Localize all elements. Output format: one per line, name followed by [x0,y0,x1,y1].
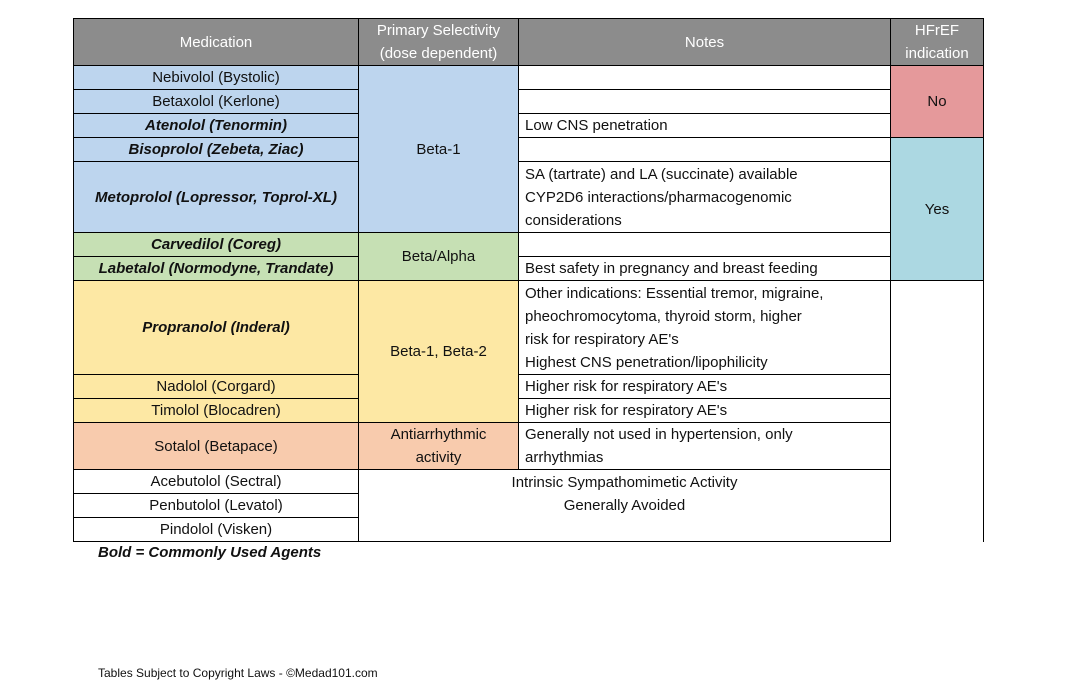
selectivity-beta1: Beta-1 [359,66,519,233]
hfref-no-top: No [891,66,984,138]
medication-cell: Sotalol (Betapace) [74,423,359,470]
medication-cell: Acebutolol (Sectral) [74,470,359,494]
table-row [74,423,984,470]
table-row [74,399,984,423]
notes-cell [519,66,891,90]
medication-cell: Nebivolol (Bystolic) [74,66,359,90]
table-row [74,257,984,281]
legend-note: Bold = Commonly Used Agents [98,544,322,561]
medication-cell: Pindolol (Visken) [74,518,359,542]
notes-cell: SA (tartrate) and LA (succinate) available CYP2D6 interactions/pharmacogenomic considerations [519,162,891,233]
header-notes: Notes [519,19,891,66]
table-row [74,162,984,233]
notes-cell [519,90,891,114]
medication-cell: Propranolol (Inderal) [74,281,359,375]
medication-cell: Betaxolol (Kerlone) [74,90,359,114]
medication-cell: Nadolol (Corgard) [74,375,359,399]
notes-cell: Higher risk for respiratory AE's [519,399,891,423]
hfref-yes: Yes [891,138,984,281]
table-row [74,90,984,114]
isa-cell: Intrinsic Sympathomimetic Activity Generally Avoided [359,470,891,542]
table-row [74,138,984,162]
medication-cell: Labetalol (Normodyne, Trandate) [74,257,359,281]
selectivity-beta1-beta2: Beta-1, Beta-2 [359,281,519,423]
copyright-footer: Tables Subject to Copyright Laws - ©Medad101.com [98,666,378,680]
table-row [74,66,984,90]
notes-cell: Best safety in pregnancy and breast feeding [519,257,891,281]
medication-cell: Bisoprolol (Zebeta, Ziac) [74,138,359,162]
header-medication: Medication [74,19,359,66]
header-row [74,19,984,66]
table-row [74,375,984,399]
medication-cell: Metoprolol (Lopressor, Toprol-XL) [74,162,359,233]
notes-cell: Generally not used in hypertension, only arrhythmias [519,423,891,470]
notes-cell: Higher risk for respiratory AE's [519,375,891,399]
medication-cell: Penbutolol (Levatol) [74,494,359,518]
medication-cell: Timolol (Blocadren) [74,399,359,423]
notes-cell [519,233,891,257]
medication-cell: Carvedilol (Coreg) [74,233,359,257]
selectivity-antiarrhythmic: Antiarrhythmic activity [359,423,519,470]
notes-cell [519,138,891,162]
table-row [74,281,984,375]
notes-cell: Other indications: Essential tremor, migraine, pheochromocytoma, thyroid storm, higher risk for respiratory AE's Highest CNS penetration/lipophilicity [519,281,891,375]
header-hfref: HFrEF indication [891,19,984,66]
medication-cell: Atenolol (Tenormin) [74,114,359,138]
header-selectivity: Primary Selectivity (dose dependent) [359,19,519,66]
beta-blocker-table [73,18,984,542]
table-row [74,233,984,257]
table-row [74,114,984,138]
selectivity-beta-alpha: Beta/Alpha [359,233,519,281]
notes-cell: Low CNS penetration [519,114,891,138]
table-row [74,470,984,494]
